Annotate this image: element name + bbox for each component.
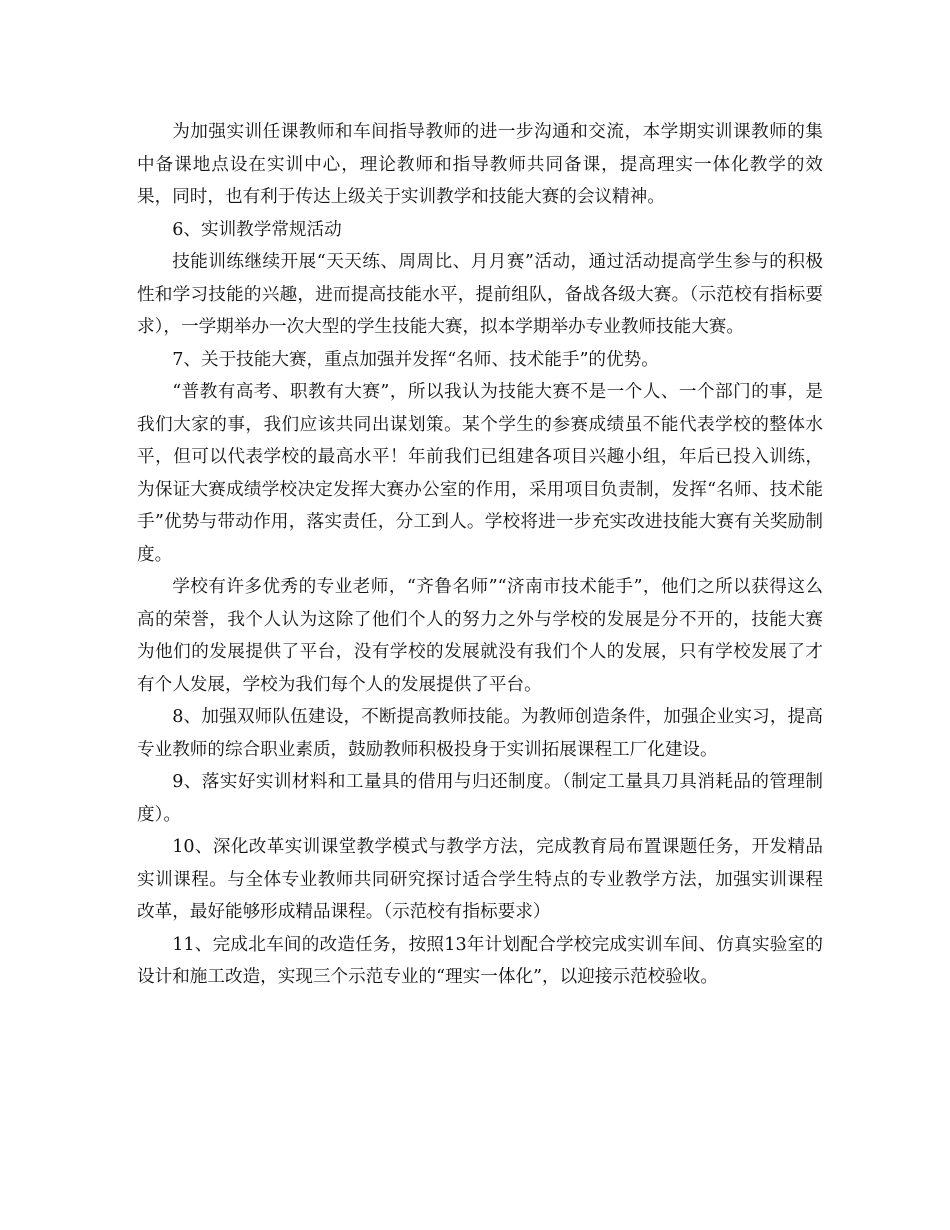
document-body: [137, 116, 823, 994]
paragraph-teachers: 学校有许多优秀的专业老师，“齐鲁名师”“济南市技术能手”，他们之所以获得这么高的荣誉，我个人认为这除了他们个人的努力之外与学校的发展是分不开的，技能大赛为他们的发展提供了平台，没有学校的发展就没有我们个人的发展，只有学校发展了才有个人发展，学校为我们每个人的发展提供了平台。: [137, 577, 823, 695]
paragraph-competition: “普教有高考、职教有大赛”，所以我认为技能大赛不是一个人、一个部门的事，是我们大家的事，我们应该共同出谋划策。某个学生的参赛成绩虽不能代表学校的整体水平，但可以代表学校的最高水平！年前我们已组建各项目兴趣小组，年后已投入训练，为保证大赛成绩学校决定发挥大赛办公室的作用，采用项目负责制，发挥“名师、技术能手”优势与带动作用，落实责任，分工到人。学校将进一步充实改进技能大赛有关奖励制度。: [137, 382, 823, 565]
heading-item-6: 6、实训教学常规活动: [172, 219, 342, 240]
heading-item-7: 7、关于技能大赛，重点加强并发挥“名师、技术能手”的优势。: [172, 349, 659, 370]
paragraph-item-8: 8、加强双师队伍建设，不断提高教师技能。为教师创造条件，加强企业实习，提高专业教师的综合职业素质，鼓励教师积极投身于实训拓展课程工厂化建设。: [137, 707, 823, 760]
paragraph-item-10: 10、深化改革实训课堂教学模式与教学方法，完成教育局布置课题任务，开发精品实训课程。与全体专业教师共同研究探讨适合学生特点的专业教学方法，加强实训课程改革，最好能够形成精品课程。（示范校有指标要求）: [137, 837, 823, 922]
paragraph-intro: 为加强实训任课教师和车间指导教师的进一步沟通和交流，本学期实训课教师的集中备课地点设在实训中心，理论教师和指导教师共同备课，提高理实一体化教学的效果，同时，也有利于传达上级关于实训教学和技能大赛的会议精神。: [137, 122, 823, 207]
paragraph-item-11: 11、完成北车间的改造任务，按照13年计划配合学校完成实训车间、仿真实验室的设计和施工改造，实现三个示范专业的“理实一体化”，以迎接示范校验收。: [137, 934, 823, 987]
paragraph-item-9: 9、落实好实训材料和工量具的借用与归还制度。（制定工量具刀具消耗品的管理制度）。: [137, 772, 823, 825]
paragraph-skill-training: 技能训练继续开展“天天练、周周比、月月赛”活动，通过活动提高学生参与的积极性和学习技能的兴趣，进而提高技能水平，提前组队，备战各级大赛。（示范校有指标要求），一学期举办一次大型的学生技能大赛，拟本学期举办专业教师技能大赛。: [137, 252, 823, 337]
